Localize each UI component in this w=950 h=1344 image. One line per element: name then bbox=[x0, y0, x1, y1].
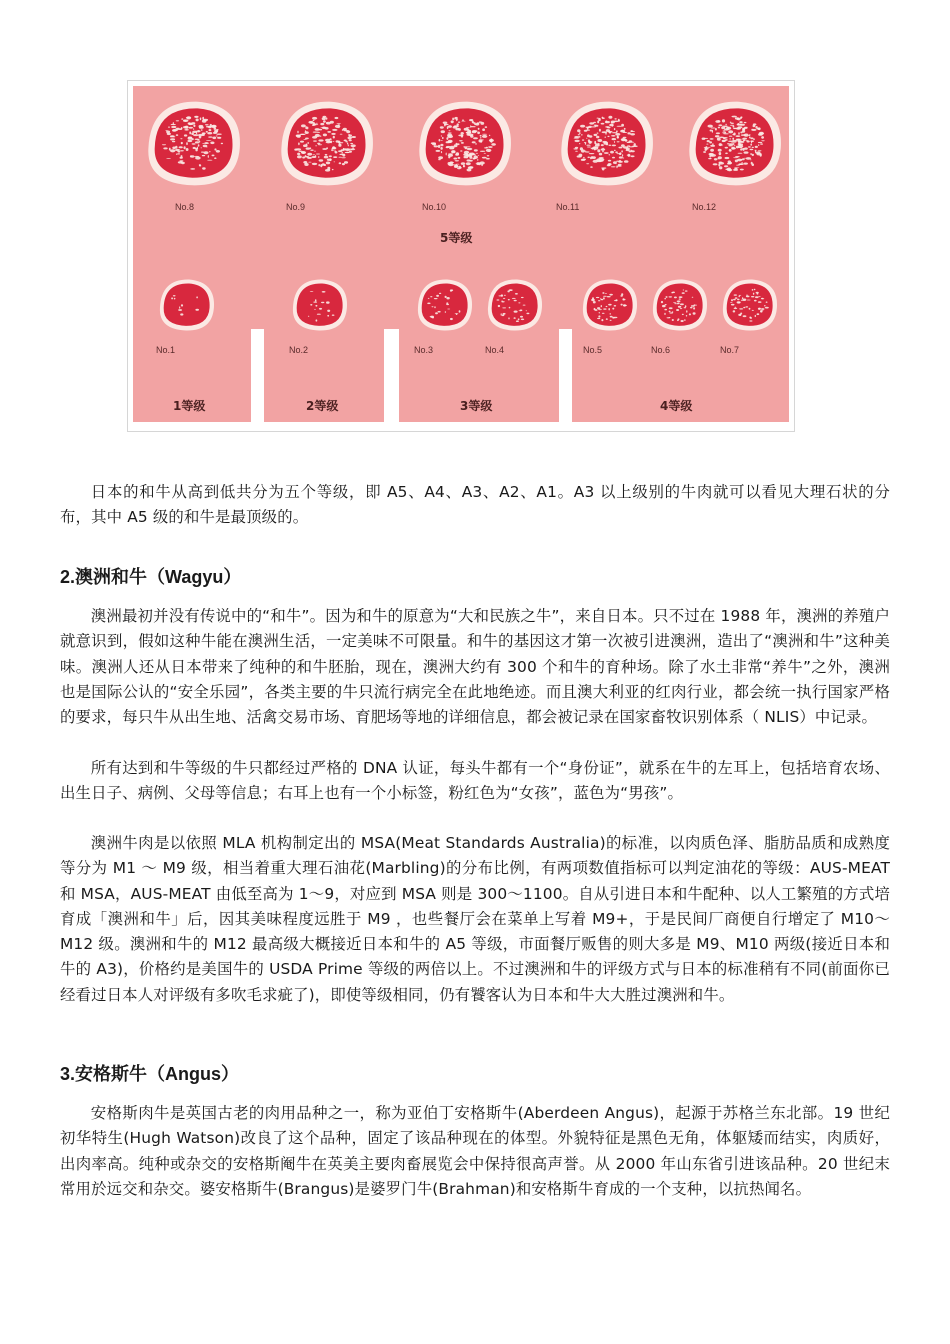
steak-image bbox=[648, 276, 710, 334]
section-title-cn: 安格斯牛（ bbox=[75, 1064, 166, 1085]
wagyu-grade-figure bbox=[127, 80, 795, 432]
grade-label: 2等级 bbox=[306, 399, 339, 413]
section-title-cn: 澳洲和牛（ bbox=[75, 567, 166, 588]
grade-label: 3等级 bbox=[460, 399, 493, 413]
steak-label: No.10 bbox=[422, 202, 447, 212]
angus-paragraph: 安格斯肉牛是英国古老的肉用品种之一，称为亚伯丁安格斯牛(Aberdeen Angus)，起源于苏格兰东北部。19 世纪初华特生(Hugh Watson)改良了这个品种，固定了该品种现在的体型。外貌特征是黑色无角，体躯矮而结实，肉质好，出肉率高。纯种或杂交的安格斯阉牛在英美主要肉畜展览会中保持很高声誉。从 2000 年山东省引进该品种。20 世纪末常用於远交和杂交。婆安格斯牛(Brangus)是婆罗门牛(Brahman)和安格斯牛育成的一个支种，以抗热闻名。 bbox=[60, 1104, 890, 1198]
steak-image bbox=[578, 276, 640, 334]
steak-label: No.2 bbox=[289, 345, 309, 355]
steak-label: No.11 bbox=[556, 202, 580, 212]
steak-label: No.9 bbox=[286, 202, 306, 212]
grade-label: 4等级 bbox=[660, 399, 693, 413]
steak-image bbox=[681, 96, 786, 191]
steak-image bbox=[155, 276, 217, 334]
steak-image bbox=[411, 96, 516, 191]
grade-label: 1等级 bbox=[173, 399, 206, 413]
steak-label: No.12 bbox=[692, 202, 717, 212]
wagyu-paragraph-grading: 澳洲牛肉是以依照 MLA 机构制定出的 MSA(Meat Standards Australia)的标准，以肉质色泽、脂肪品质和成熟度等分为 M1 ～ M9 级，相当着重大理石油花(Marbling)的分布比例，有两项数值指标可以判定油花的等级：AUS-MEAT 和 MSA，AUS-MEAT 由低至高为 1～9，对应到 MSA 则是 300～1100。自从引进日本和牛配种、以人工繁殖的方式培育成「澳洲和牛」后，因其美味程度远胜于 M9 ，也些餐厅会在菜单上写着 M9+，于是民间厂商便自行增定了 M10～ M12 级。澳洲和牛的 M12 最高级大概接近日本和牛的 A5 等级，市面餐厅贩售的则大多是 M9、M10 两级(接近日本和牛的 A3)，价格约是美国牛的 USDA Prime 等级的两倍以上。不过澳洲和牛的评级方式与日本的标准稍有不同(前面你已经看过日本人对评级有多吹毛求疵了)，即使等级相同，仍有饕客认为日本和牛大大胜过澳洲和牛。 bbox=[60, 834, 890, 1004]
steak-label: No.7 bbox=[720, 345, 740, 355]
steak-label: No.4 bbox=[485, 345, 505, 355]
wagyu-paragraph-dna: 所有达到和牛等级的牛只都经过严格的 DNA 认证，每头牛都有一个“身份证”，就系在牛的左耳上，包括培育农场、出生日子、病例、父母等信息；右耳上也有一个小标签，粉红色为“女孩”，蓝色为“男孩”。 bbox=[60, 759, 890, 803]
steak-image bbox=[553, 96, 658, 191]
intro-paragraph: 日本的和牛从高到低共分为五个等级，即 A5、A4、A3、A2、A1。A3 以上级别的牛肉就可以看见大理石状的分布，其中 A5 级的和牛是最顶级的。 bbox=[60, 483, 890, 527]
section-number: 2. bbox=[60, 567, 76, 587]
section-title-en: Wagyu bbox=[165, 567, 224, 587]
steak-image bbox=[483, 276, 545, 334]
steak-image bbox=[718, 276, 780, 334]
section-heading-wagyu bbox=[60, 565, 241, 590]
steak-label: No.6 bbox=[651, 345, 671, 355]
steak-label: No.3 bbox=[414, 345, 434, 355]
section-title-close: ） bbox=[221, 1064, 240, 1085]
wagyu-paragraph-history: 澳洲最初并没有传说中的“和牛”。因为和牛的原意为“大和民族之牛”，来自日本。只不过在 1988 年，澳洲的养殖户就意识到，假如这种牛能在澳洲生活，一定美味不可限量。和牛的基因这才第一次被引进澳洲，造出了“澳洲和牛”这种美味。澳洲人还从日本带来了纯种的和牛胚胎，现在，澳洲大约有 300 个和牛的育种场。除了水土非常“养牛”之外，澳洲也是国际公认的“安全乐园”，各类主要的牛只流行病完全在此地绝迹。而且澳大利亚的红肉行业，都会统一执行国家严格的要求，每只牛从出生地、活禽交易市场、育肥场等地的详细信息，都会被记录在国家畜牧识别体系（ NLIS）中记录。 bbox=[60, 607, 890, 727]
steak-label: No.1 bbox=[156, 345, 176, 355]
steak-image bbox=[273, 96, 378, 191]
steak-label: No.5 bbox=[583, 345, 603, 355]
steak-image bbox=[140, 96, 245, 191]
steak-label: No.8 bbox=[175, 202, 195, 212]
section-title-en: Angus bbox=[165, 1064, 222, 1084]
steak-image bbox=[288, 276, 350, 334]
section-title-close: ） bbox=[223, 567, 242, 588]
section-heading-angus bbox=[60, 1062, 239, 1087]
grade-label: 5等级 bbox=[440, 231, 473, 245]
steak-image bbox=[413, 276, 475, 334]
section-number: 3. bbox=[60, 1064, 76, 1084]
